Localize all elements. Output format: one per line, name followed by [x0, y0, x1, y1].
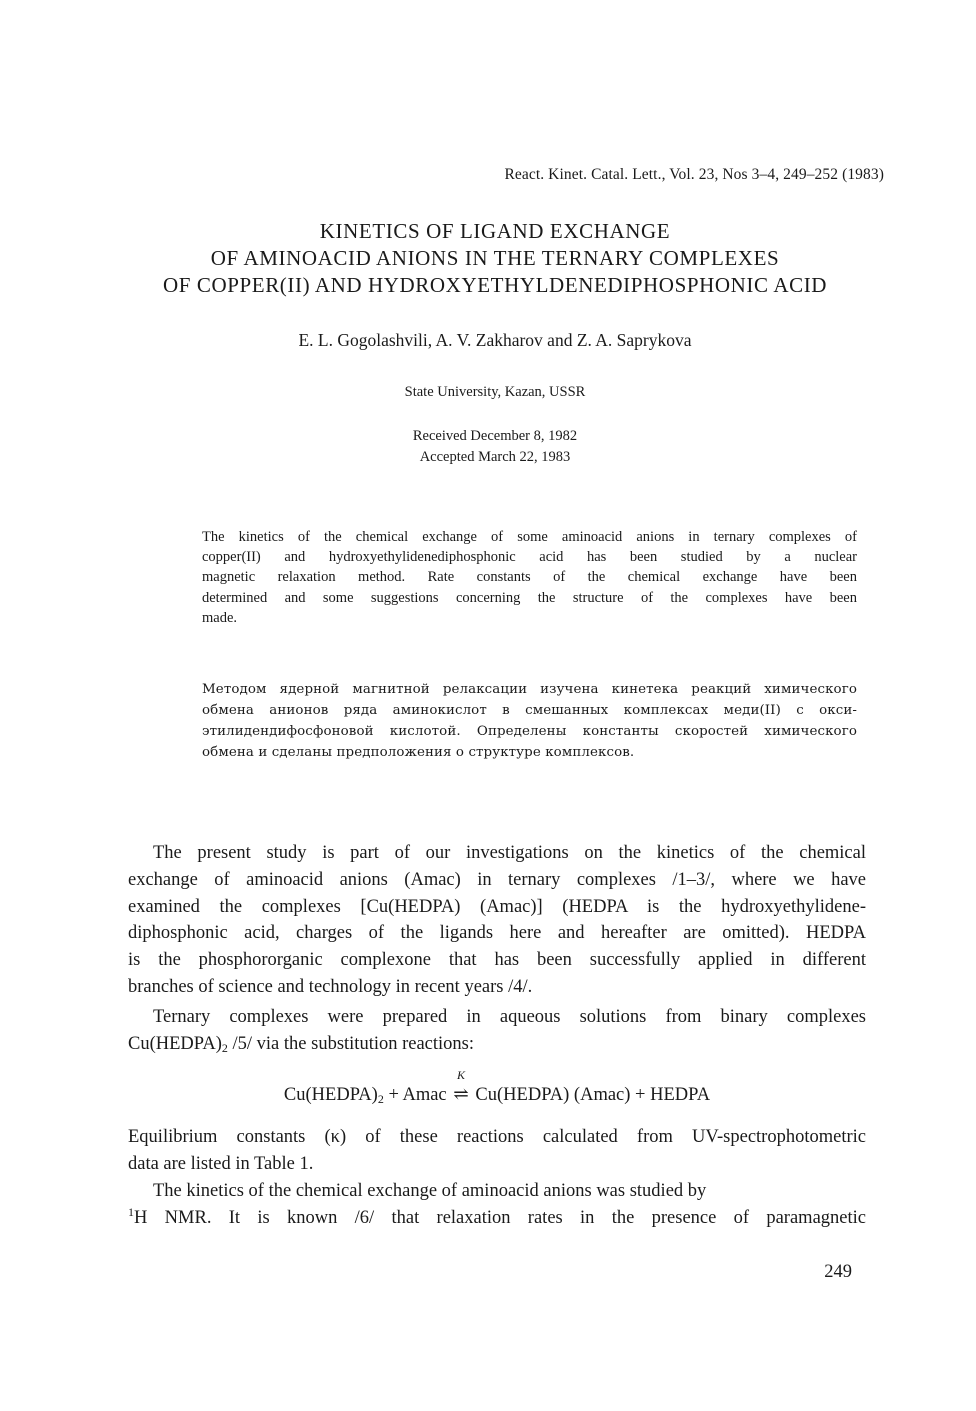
body-line: is the phosphororganic complexone that has been successfully applied in different	[128, 950, 866, 971]
equation-lhs: Cu(HEDPA)	[283, 1085, 378, 1105]
abstract-en-line: copper(II) and hydroxyethylidenediphosphonic acid has been studied by a nuclear	[202, 549, 857, 566]
body-line: diphosphonic acid, charges of the ligands here and hereafter are omitted). HEDPA	[128, 923, 866, 944]
page-number: 249	[824, 1262, 852, 1282]
abstract-english	[202, 527, 857, 628]
author-list: E. L. Gogolashvili, A. V. Zakharov and Z. A. Saprykova	[298, 330, 692, 350]
abstract-en-line: The kinetics of the chemical exchange of some aminoacid anions in ternary complexes of	[202, 529, 857, 545]
paper-title	[100, 218, 890, 299]
body-paragraph-4	[128, 1178, 866, 1232]
abstract-en-line: made.	[202, 609, 238, 626]
body-paragraph-1	[128, 840, 866, 1001]
equilibrium-constant-label: K	[457, 1068, 466, 1082]
body-paragraph-2	[128, 1004, 866, 1058]
equation-rhs: Cu(HEDPA) (Amac) + HEDPA	[470, 1085, 711, 1105]
body-line: Equilibrium constants (κ) of these reactions calculated from UV-spectrophotometric	[128, 1127, 866, 1147]
equilibrium-arrow-glyph: ⇌	[453, 1085, 469, 1105]
body-line: exchange of aminoacid anions (Amac) in ternary complexes /1–3/, where we have	[128, 869, 866, 890]
body-line: The present study is part of our investigations on the kinetics of the chemical	[153, 843, 866, 863]
affiliation: State University, Kazan, USSR	[404, 384, 586, 400]
body-text: /5/ via the substitution reactions:	[227, 1033, 475, 1054]
subscript: 2	[377, 1092, 384, 1106]
body-line: The kinetics of the chemical exchange of aminoacid anions was studied by	[153, 1181, 707, 1201]
body-line: examined the complexes [Cu(HEDPA) (Amac)] (HEDPA is the hydroxyethylidene-	[128, 896, 866, 917]
title-line-3: OF COPPER(II) AND HYDROXYETHYLDENEDIPHOSPHONIC ACID	[162, 273, 828, 297]
body-line: branches of science and technology in recent years /4/.	[128, 976, 533, 997]
formula-text: Cu(HEDPA)	[128, 1033, 222, 1054]
abstract-en-line: magnetic relaxation method. Rate constants of the chemical exchange have been	[202, 569, 857, 586]
abstract-ru-line: обмена анионов ряда аминокислот в смешанных комплексах меди(II) с окси-	[202, 703, 857, 718]
received-date: Received December 8, 1982	[412, 428, 578, 444]
abstract-ru-line: Методом ядерной магнитной релаксации изучена кинетека реакций химического	[202, 682, 857, 697]
abstract-en-line: determined and some suggestions concerning the structure of the complexes have been	[202, 589, 857, 606]
abstract-ru-line: обмена и сделаны предположения о структуре комплексов.	[202, 745, 635, 760]
journal-citation: React. Kinet. Catal. Lett., Vol. 23, Nos 3–4, 249–252 (1983)	[504, 166, 884, 183]
accepted-date: Accepted March 22, 1983	[419, 449, 571, 465]
body-line	[128, 1031, 866, 1058]
title-line-1: KINETICS OF LIGAND EXCHANGE	[319, 219, 671, 243]
submission-dates	[100, 426, 890, 468]
abstract-ru-line: этилидендифосфоновой кислотой. Определены константы скоростей химического	[202, 724, 857, 739]
abstract-russian	[202, 679, 857, 763]
body-line	[128, 1205, 866, 1232]
body-line: data are listed in Table 1.	[128, 1153, 314, 1174]
equation-lhs-tail: + Amac	[383, 1085, 452, 1105]
body-line: Ternary complexes were prepared in aqueous solutions from binary complexes	[153, 1007, 866, 1027]
body-text: H NMR. It is known /6/ that relaxation rates in the presence of paramagnetic	[134, 1207, 866, 1228]
subscript: 2	[221, 1040, 228, 1055]
superscript: 1	[128, 1204, 134, 1219]
equilibrium-arrow	[453, 1068, 469, 1106]
title-line-2: OF AMINOACID ANIONS IN THE TERNARY COMPLEXES	[210, 246, 780, 270]
body-paragraph-3	[128, 1124, 866, 1178]
reaction-equation	[128, 1068, 866, 1106]
